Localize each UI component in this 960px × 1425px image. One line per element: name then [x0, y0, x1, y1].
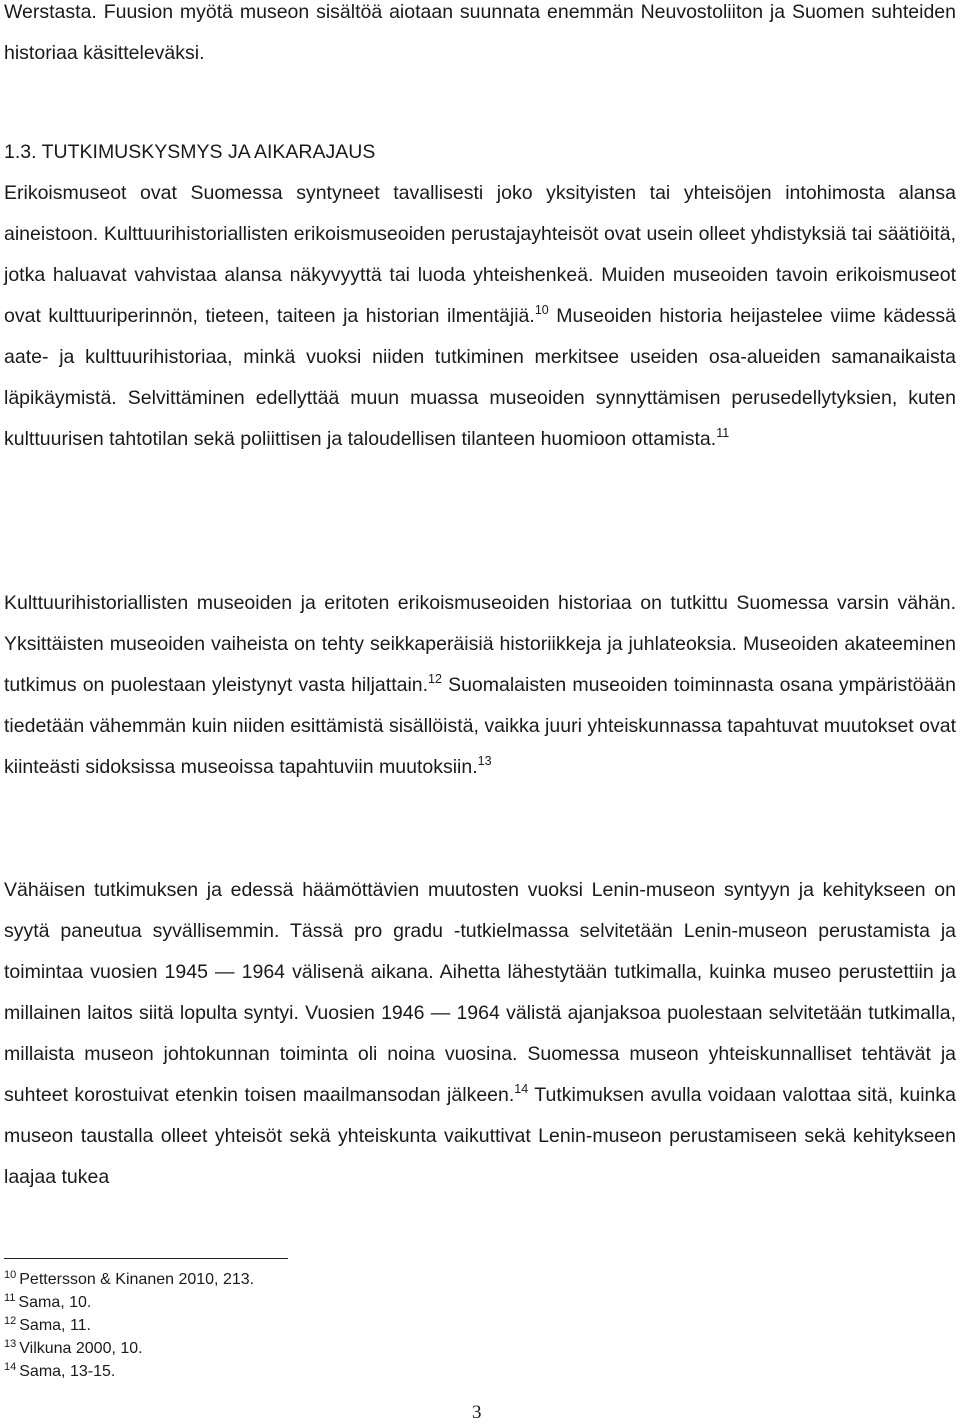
footnote-number: 11 [4, 1292, 16, 1304]
paragraph-1 [4, 173, 956, 460]
footnote-separator [4, 1258, 288, 1259]
footnote-13 [4, 1337, 604, 1360]
page-number: 3 [472, 1402, 482, 1423]
paragraph-2 [4, 583, 956, 788]
paragraph-3-text-a: Vähäisen tutkimuksen ja edessä häämöttävien muutosten vuoksi Lenin-museon syntyyn ja kehitykseen on syytä paneutua syvällisemmin. Tässä pro gradu -tutkielmassa selvitetään Lenin-museon perustamista ja toimintaa vuosien 1945 — 1964 välisenä aikana. Aihetta lähestytään tutkimalla, kuinka museo perustettiin ja millainen laitos siitä lopulta syntyi. Vuosien 1946 — 1964 välistä ajanjaksoa puolestaan selvitetään tutkimalla, millaista museon johtokunnan toiminta oli noina vuosina. Suomessa museon yhteiskunnalliset tehtävät ja suhteet korostuivat etenkin toisen maailmansodan jälkeen. [4, 879, 956, 1106]
footnote-text: Pettersson & Kinanen 2010, 213. [19, 1271, 255, 1288]
footnote-14 [4, 1360, 604, 1383]
paragraph-3 [4, 870, 956, 1198]
footnote-text: Sama, 13-15. [19, 1363, 116, 1380]
footnote-number: 12 [4, 1315, 17, 1327]
footnote-ref-13: 13 [477, 754, 492, 768]
document-page [4, 0, 956, 1425]
footnote-ref-11: 11 [716, 426, 730, 440]
footnote-number: 14 [4, 1361, 17, 1373]
footnote-text: Sama, 11. [19, 1317, 91, 1334]
footnote-ref-12: 12 [428, 672, 442, 686]
footnote-10 [4, 1268, 604, 1291]
paragraph-2-text-a: Kulttuurihistoriallisten museoiden ja eritoten erikoismuseoiden historiaa on tutkittu Suomessa varsin vähän. Yksittäisten museoiden vaiheista on tehty seikkaperäisiä historiikkeja ja juhlateoksia. Museoiden akateeminen tutkimus on puolestaan yleistynyt vasta hiljattain. [4, 592, 956, 696]
section-number: 1.3. [4, 141, 37, 163]
footnotes [4, 1268, 604, 1383]
paragraph-3-text-b: Tutkimuksen avulla voidaan valottaa sitä, kuinka museon taustalla olleet yhteisöt sekä yhteiskunta vaikuttivat Lenin-museon perustamiseen sekä kehitykseen laajaa tukea [4, 1084, 956, 1188]
footnote-text: Vilkuna 2000, 10. [19, 1340, 143, 1357]
footnote-ref-14: 14 [514, 1082, 529, 1096]
section-title: TUTKIMUSKYSMYS JA AIKARAJAUS [41, 141, 376, 163]
footnote-ref-10: 10 [534, 303, 549, 317]
section-heading [4, 132, 375, 173]
footnote-11 [4, 1291, 604, 1314]
paragraph-2-text-b: Suomalaisten museoiden toiminnasta osana ympäristöään tiedetään vähemmän kuin niiden esittämistä sisällöistä, vaikka juuri yhteiskunnassa tapahtuvat muutokset ovat kiinteästi sidoksissa museoissa tapahtuviin muutoksiin. [4, 674, 956, 778]
footnote-number: 10 [4, 1269, 17, 1281]
footnote-number: 13 [4, 1338, 17, 1350]
intro-fragment: Werstasta. Fuusion myötä museon sisältöä aiotaan suunnata enemmän Neuvostoliiton ja Suomen suhteiden historiaa käsitteleväksi. [4, 1, 956, 64]
paragraph-1-text-b: Museoiden historia heijastelee viime kädessä aate- ja kulttuurihistoriaa, minkä vuoksi niiden tutkiminen merkitsee useiden osa-alueiden samanaikaista läpikäymistä. Selvittäminen edellyttää muun muassa museoiden synnyttämisen perusedellytyksien, kuten kulttuurisen tahtotilan sekä poliittisen ja taloudellisen tilanteen huomioon ottamista. [4, 305, 957, 450]
footnote-12 [4, 1314, 604, 1337]
paragraph-1-text-a: Erikoismuseot ovat Suomessa syntyneet tavallisesti joko yksityisten tai yhteisöjen intohimosta alansa aineistoon. Kulttuurihistoriallisten erikoismuseoiden perustajayhteisöt ovat usein olleet yhdistyksiä tai säätiöitä, jotka haluavat vahvistaa alansa näkyvyyttä tai luoda yhteishenkeä. Muiden museoiden tavoin erikoismuseot ovat kulttuuriperinnön, tieteen, taiteen ja historian ilmentäjiä. [4, 182, 956, 327]
footnote-text: Sama, 10. [18, 1294, 92, 1311]
